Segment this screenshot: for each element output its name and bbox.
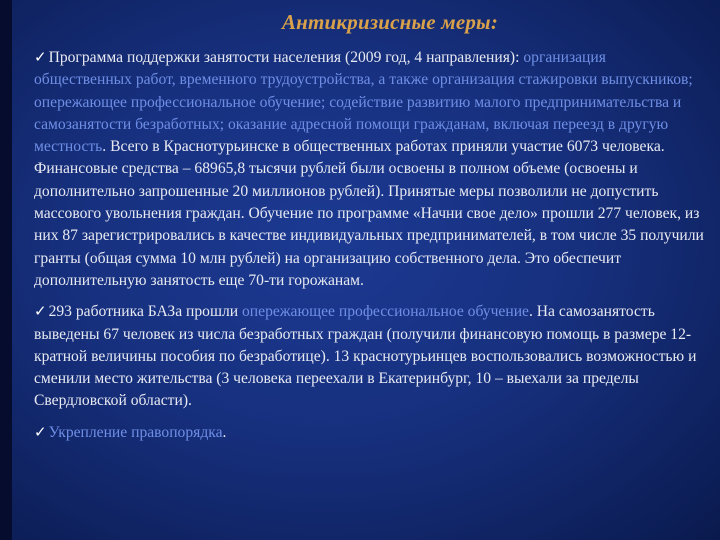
paragraph-text: . На самозанятость выведены 67 человек из числа безработных граждан (получили финансовую помощь в размере 12-кратной величины пособия по безработице). 13 краснотурьинцев воспользовались возможностью и сменили место жительства (3 человека переехали в Екатеринбург, 10 – выехали за пределы Свердловской области). [34,303,697,410]
checkmark-icon: ✓ [34,302,47,321]
bullet-paragraph-employment [34,46,706,292]
paragraph-highlight: опережающее профессиональное обучение [242,303,529,321]
paragraph-text: Программа поддержки занятости населения (2009 год, 4 направления): [48,49,524,66]
paragraph-text: 293 работника БАЗа прошли [48,303,242,321]
paragraph-text: . Всего в Краснотурьинске в общественных работах приняли участие 6073 человека. Финансовые средства – 68965,8 тысячи рублей были освоены в полном объеме (освоены и дополнительно запрошенные 20 миллионов рублей). Принятые меры позволили не допустить массового увольнения граждан. Обучение по программе «Начни свое дело» прошли 277 человек, из них 87 зарегистрировались в качестве индивидуальных предпринимателей, в том числе 35 получили гранты (общая сумма 10 млн рублей) на организацию собственного дела. Это обеспечит дополнительную занятость еще 70-ти горожанам. [34,138,704,289]
checkmark-icon: ✓ [34,48,47,66]
paragraph-highlight: организация общественных работ, временного трудоустройства, а также организация стажировки выпускников; опережающее профессиональное обучение; содействие развитию малого предпринимательства и самозанятости безработных; оказание адресной помощи гражданам, включая переезд в другую местность [34,49,693,156]
slide-left-bar [0,0,12,540]
paragraph-text: . [222,423,227,441]
slide-body [34,46,706,452]
checkmark-icon: ✓ [34,422,47,441]
slide-title: Антикризисные меры: [281,10,499,34]
paragraph-highlight: Укрепление правопорядка [48,423,223,441]
bullet-paragraph-baz-workers [34,300,706,412]
bullet-paragraph-law-order [34,421,706,444]
